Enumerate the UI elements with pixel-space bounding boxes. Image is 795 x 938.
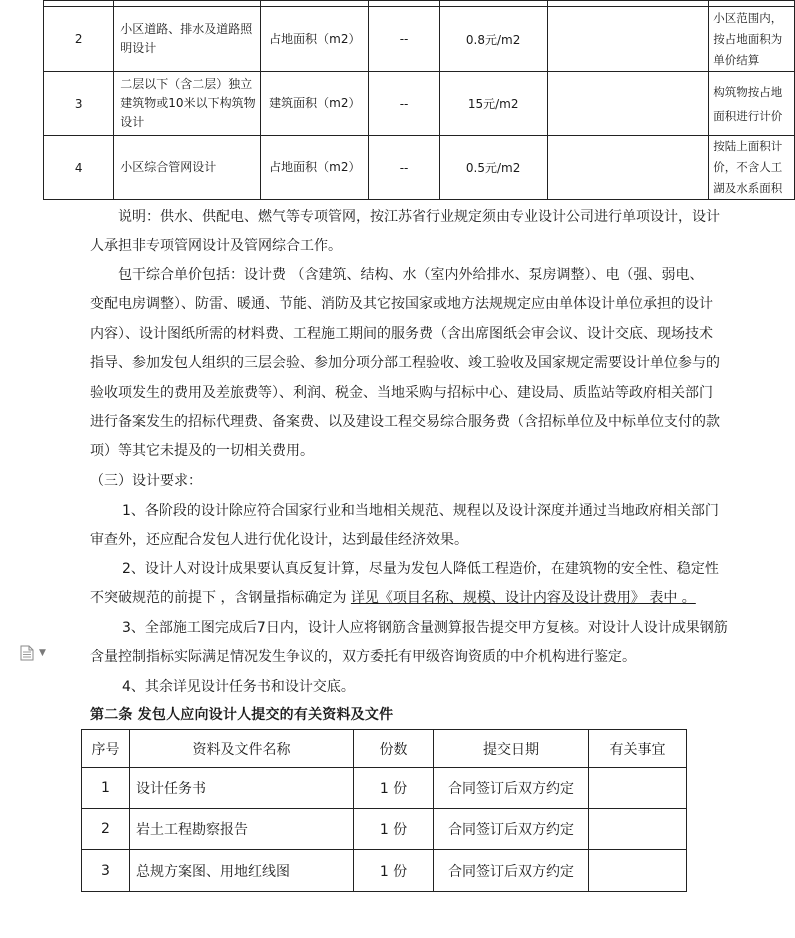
requirement-1: 1、各阶段的设计除应符合国家行业和当地相关规范、规程以及设计深度并通过当地政府相关部门 审查外，还应配合发包人进行优化设计，达到最佳经济效果。 — [90, 503, 719, 549]
article-2-heading: 第二条 发包人应向设计人提交的有关资料及文件 — [90, 707, 394, 723]
requirement-3: 3、全部施工图完成后7日内，设计人应将钢筋含量测算报告提交甲方复核。对设计人设计成果钢筋 含量控制指标实际满足情况发生争议的，双方委托有甲级咨询资质的中介机构进行鉴定。 — [90, 620, 728, 666]
package-price-paragraph: 包干综合单价包括：设计费 （含建筑、结构、水（室内外给排水、泵房调整）、电（强、弱电、 变配电房调整）、防雷、暖通、节能、消防及其它按国家或地方法规规定应由单体设计单位承担的设计 内容）、设计图纸所需的材料费、工程施工期间的服务费（含出席图纸会审会议、设计交底、现场技术 指导、参加发包人组织的三层会验、参加分项分部工程验收、竣工验收及国家规定需要设计单位参与的 验收项发生的费用及差旅费等）、利润、税金、当地采购与招标中心、建设局、质监站等政府相关部门 进行备案发生的招标代理费、备案费、以及建设工程交易综合服务费（含招标单位及中标单位支付的款 项）等其它未提及的一切相关费用。 — [90, 267, 720, 460]
requirements-title: （三）设计要求： — [90, 473, 202, 489]
note-paragraph: 说明：供水、供配电、燃气等专项管网，按江苏省行业规定须由专业设计公司进行单项设计，设计 人承担非专项管网设计及管网综合工作。 — [90, 209, 720, 255]
row-number: 3 — [44, 72, 114, 136]
item-name: 小区道路、排水及道路照明设计 — [114, 7, 261, 72]
row-number: 2 — [82, 809, 130, 850]
copies: 1 份 — [354, 809, 434, 850]
document-name: 岩土工程勘察报告 — [130, 809, 354, 850]
chevron-down-icon[interactable]: ▼ — [39, 648, 46, 658]
dash-cell: -- — [369, 72, 439, 136]
table-row — [44, 7, 795, 72]
unit-price: 15元/m2 — [439, 72, 547, 136]
row-number: 2 — [44, 7, 114, 72]
measure-basis: 建筑面积（m2） — [261, 72, 369, 136]
dash-cell: -- — [369, 7, 439, 72]
table-row — [82, 768, 687, 809]
document-name: 总规方案图、用地红线图 — [130, 850, 354, 892]
dash-cell: -- — [369, 136, 439, 200]
header-cell: 份数 — [354, 730, 434, 768]
table-row — [82, 809, 687, 850]
submit-date: 合同签订后双方约定 — [434, 768, 589, 809]
remark-cell: 按陆上面积计 价，不含人工 湖及水系面积 — [709, 136, 795, 200]
header-cell: 资料及文件名称 — [130, 730, 354, 768]
table-header-row — [82, 730, 687, 768]
remark — [589, 768, 687, 809]
table-row — [82, 850, 687, 892]
measure-basis: 占地面积（m2） — [261, 136, 369, 200]
remark-cell: 小区范围内， 按占地面积为 单价结算 — [709, 7, 795, 72]
row-number: 3 — [82, 850, 130, 892]
remark — [589, 850, 687, 892]
table-row — [44, 72, 795, 136]
unit-price: 0.8元/m2 — [439, 7, 547, 72]
header-cell: 有关事宜 — [589, 730, 687, 768]
copies: 1 份 — [354, 850, 434, 892]
submit-date: 合同签订后双方约定 — [434, 850, 589, 892]
copies: 1 份 — [354, 768, 434, 809]
fee-table — [43, 0, 795, 200]
header-cell: 序号 — [82, 730, 130, 768]
empty-cell — [547, 7, 709, 72]
item-name: 小区综合管网设计 — [114, 136, 261, 200]
empty-cell — [547, 72, 709, 136]
empty-cell — [547, 136, 709, 200]
documents-table — [81, 729, 687, 892]
row-number: 1 — [82, 768, 130, 809]
remark — [589, 809, 687, 850]
document-icon[interactable] — [20, 645, 34, 661]
submit-date: 合同签订后双方约定 — [434, 809, 589, 850]
table-row — [44, 136, 795, 200]
requirement-4: 4、其余详见设计任务书和设计交底。 — [122, 679, 355, 695]
document-name: 设计任务书 — [130, 768, 354, 809]
requirement-2: 2、设计人对设计成果要认真反复计算，尽量为发包人降低工程造价，在建筑物的安全性、稳定性 不突破规范的前提下 ，含钢量指标确定为 详见《项目名称、规模、设计内容及设计费用》 表中 。 — [90, 561, 719, 607]
item-name: 二层以下（含二层）独立建筑物或10米以下构筑物设计 — [114, 72, 261, 136]
remark-cell: 构筑物按占地 面积进行计价 — [709, 72, 795, 136]
unit-price: 0.5元/m2 — [439, 136, 547, 200]
measure-basis: 占地面积（m2） — [261, 7, 369, 72]
header-cell: 提交日期 — [434, 730, 589, 768]
row-number: 4 — [44, 136, 114, 200]
steel-index-reference: 详见《项目名称、规模、设计内容及设计费用》 表中 。 — [350, 590, 696, 607]
